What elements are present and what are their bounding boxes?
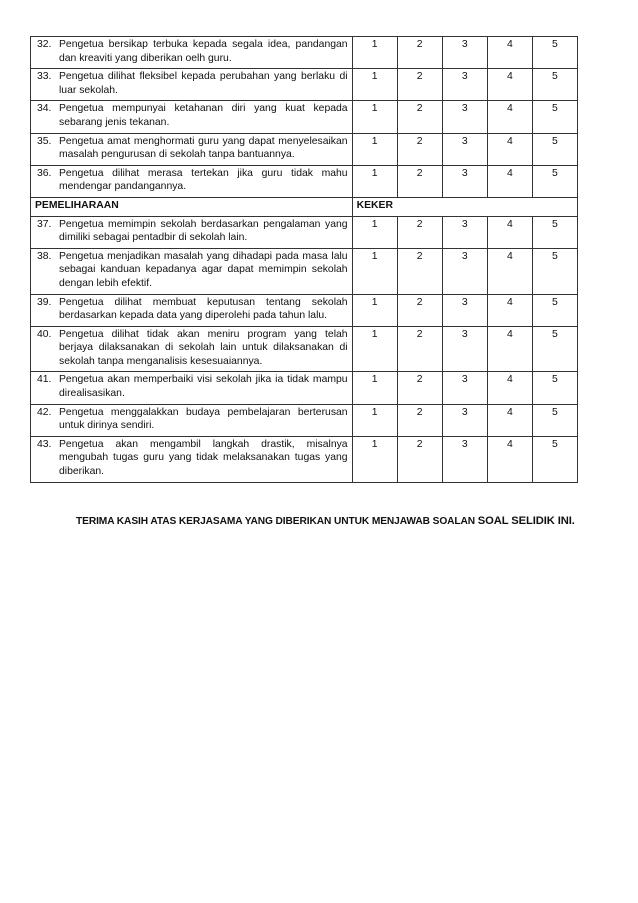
rating-option-5[interactable]: 5 [532,37,577,69]
question-statement [35,167,348,194]
question-row [31,248,578,294]
rating-option-1[interactable]: 1 [352,248,397,294]
question-statement-cell [31,216,353,248]
question-number: 36. [37,167,52,179]
question-text: Pengetua menggalakkan budaya pembelajaran berterusan untuk dirinya sendiri. [59,406,348,432]
rating-option-5[interactable]: 5 [532,133,577,165]
question-text: Pengetua dilihat membuat keputusan tentang sekolah berdasarkan kepada data yang diperolehi pada tahun lalu. [59,296,348,322]
question-number: 43. [37,438,52,450]
question-row [31,372,578,404]
questionnaire-rows-part-1 [31,37,578,198]
question-statement [35,438,348,479]
rating-option-3[interactable]: 3 [442,101,487,133]
rating-option-4[interactable]: 4 [487,37,532,69]
rating-option-2[interactable]: 2 [397,101,442,133]
rating-option-3[interactable]: 3 [442,216,487,248]
section-row [31,197,578,216]
rating-option-4[interactable]: 4 [487,165,532,197]
question-number: 38. [37,250,52,262]
question-row [31,101,578,133]
section-scale-label: KEKER [352,197,577,216]
question-row [31,216,578,248]
rating-option-1[interactable]: 1 [352,165,397,197]
rating-option-1[interactable]: 1 [352,216,397,248]
question-number: 33. [37,71,52,83]
rating-option-2[interactable]: 2 [397,165,442,197]
question-text: Pengetua mempunyai ketahanan diri yang kuat kepada sebarang jenis tekanan. [59,103,348,128]
rating-option-3[interactable]: 3 [442,248,487,294]
question-row [31,165,578,197]
question-statement [35,70,348,97]
question-row [31,133,578,165]
rating-option-1[interactable]: 1 [352,37,397,69]
question-statement [35,250,348,291]
question-statement [35,328,348,369]
question-row [31,69,578,101]
question-row [31,326,578,372]
rating-option-1[interactable]: 1 [352,372,397,404]
question-statement-cell [31,133,353,165]
rating-option-1[interactable]: 1 [352,326,397,372]
question-number: 40. [37,328,52,340]
rating-option-3[interactable]: 3 [442,37,487,69]
question-row [31,294,578,326]
rating-option-2[interactable]: 2 [397,372,442,404]
question-text: Pengetua amat menghormati guru yang dapat menyelesaikan masalah pengurusan di sekolah tanpa bantuannya. [59,135,348,161]
rating-option-4[interactable]: 4 [487,101,532,133]
question-statement [35,218,348,245]
rating-option-2[interactable]: 2 [397,326,442,372]
rating-option-5[interactable]: 5 [532,69,577,101]
section-title: PEMELIHARAAN [31,197,353,216]
question-text: Pengetua dilihat fleksibel kepada perubahan yang berlaku di luar sekolah. [59,71,348,96]
rating-option-4[interactable]: 4 [487,69,532,101]
question-statement [35,373,348,400]
rating-option-2[interactable]: 2 [397,436,442,482]
rating-option-5[interactable]: 5 [532,101,577,133]
question-statement-cell [31,101,353,133]
question-number: 39. [37,296,52,308]
question-number: 37. [37,218,52,230]
question-text: Pengetua akan memperbaiki visi sekolah jika ia tidak mampu direalisasikan. [59,374,348,400]
question-statement [35,38,348,65]
question-statement [35,296,348,323]
question-number: 32. [37,39,52,50]
question-statement [35,102,348,129]
question-statement-cell [31,69,353,101]
rating-option-2[interactable]: 2 [397,69,442,101]
question-number: 34. [37,103,52,115]
rating-option-3[interactable]: 3 [442,165,487,197]
rating-option-4[interactable]: 4 [487,248,532,294]
rating-option-5[interactable]: 5 [532,248,577,294]
rating-option-4[interactable]: 4 [487,294,532,326]
question-row [31,37,578,69]
rating-option-3[interactable]: 3 [442,294,487,326]
question-text: Pengetua memimpin sekolah berdasarkan pengalaman yang dimiliki sebagai pentadbir di sekolah lain. [59,218,348,244]
rating-option-3[interactable]: 3 [442,404,487,436]
rating-option-2[interactable]: 2 [397,37,442,69]
rating-option-3[interactable]: 3 [442,69,487,101]
question-statement-cell [31,37,353,69]
rating-option-2[interactable]: 2 [397,248,442,294]
question-row [31,436,578,482]
question-text: Pengetua akan mengambil langkah drastik, misalnya mengubah tugas guru yang tidak melaksanakan tugas yang diberikan. [59,438,348,478]
rating-option-5[interactable]: 5 [532,436,577,482]
question-statement [35,135,348,162]
question-number: 35. [37,135,52,147]
question-text: Pengetua dilihat tidak akan meniru program yang telah berjaya dilaksanakan di sekolah lain untuk dilaksanakan di sekolah tanpa menganalisis kesesuaiannya. [59,328,348,367]
rating-option-2[interactable]: 2 [397,216,442,248]
question-statement-cell [31,165,353,197]
question-statement-cell [31,372,353,404]
section-header [31,197,578,216]
rating-option-3[interactable]: 3 [442,372,487,404]
question-statement-cell [31,248,353,294]
questionnaire-rows-part-2 [31,216,578,482]
question-text: Pengetua menjadikan masalah yang dihadapi pada masa lalu sebagai kanduan kepadanya agar dapat memimpin sekolah dengan lebih efektif. [59,250,348,289]
rating-option-3[interactable]: 3 [442,326,487,372]
rating-option-5[interactable]: 5 [532,165,577,197]
rating-option-4[interactable]: 4 [487,404,532,436]
rating-option-2[interactable]: 2 [397,294,442,326]
question-text: Pengetua dilihat merasa tertekan jika guru tidak mahu mendengar pandangannya. [59,167,348,193]
question-number: 42. [37,406,52,418]
question-statement-cell [31,326,353,372]
rating-option-4[interactable]: 4 [487,133,532,165]
question-statement-cell [31,294,353,326]
rating-option-1[interactable]: 1 [352,133,397,165]
rating-option-4[interactable]: 4 [487,436,532,482]
question-statement-cell [31,404,353,436]
rating-option-5[interactable]: 5 [532,294,577,326]
rating-option-4[interactable]: 4 [487,372,532,404]
question-row [31,404,578,436]
questionnaire-table [30,36,578,483]
question-statement [35,406,348,433]
rating-option-3[interactable]: 3 [442,436,487,482]
rating-option-1[interactable]: 1 [352,101,397,133]
rating-option-2[interactable]: 2 [397,404,442,436]
rating-option-5[interactable]: 5 [532,326,577,372]
closing-note-part-2: SOAL SELIDIK INI. [477,515,575,527]
rating-option-5[interactable]: 5 [532,216,577,248]
rating-option-3[interactable]: 3 [442,133,487,165]
rating-option-4[interactable]: 4 [487,216,532,248]
rating-option-5[interactable]: 5 [532,404,577,436]
rating-option-1[interactable]: 1 [352,294,397,326]
rating-option-1[interactable]: 1 [352,69,397,101]
closing-note-part-1: TERIMA KASIH ATAS KERJASAMA YANG DIBERIKAN UNTUK MENJAWAB SOALAN [76,516,476,527]
rating-option-1[interactable]: 1 [352,404,397,436]
question-statement-cell [31,436,353,482]
rating-option-5[interactable]: 5 [532,372,577,404]
rating-option-2[interactable]: 2 [397,133,442,165]
question-text: Pengetua bersikap terbuka kepada segala idea, pandangan dan kreaviti yang diberikan oelh guru. [59,39,348,64]
question-number: 41. [37,374,52,386]
rating-option-4[interactable]: 4 [487,326,532,372]
closing-note [76,515,575,527]
rating-option-1[interactable]: 1 [352,436,397,482]
